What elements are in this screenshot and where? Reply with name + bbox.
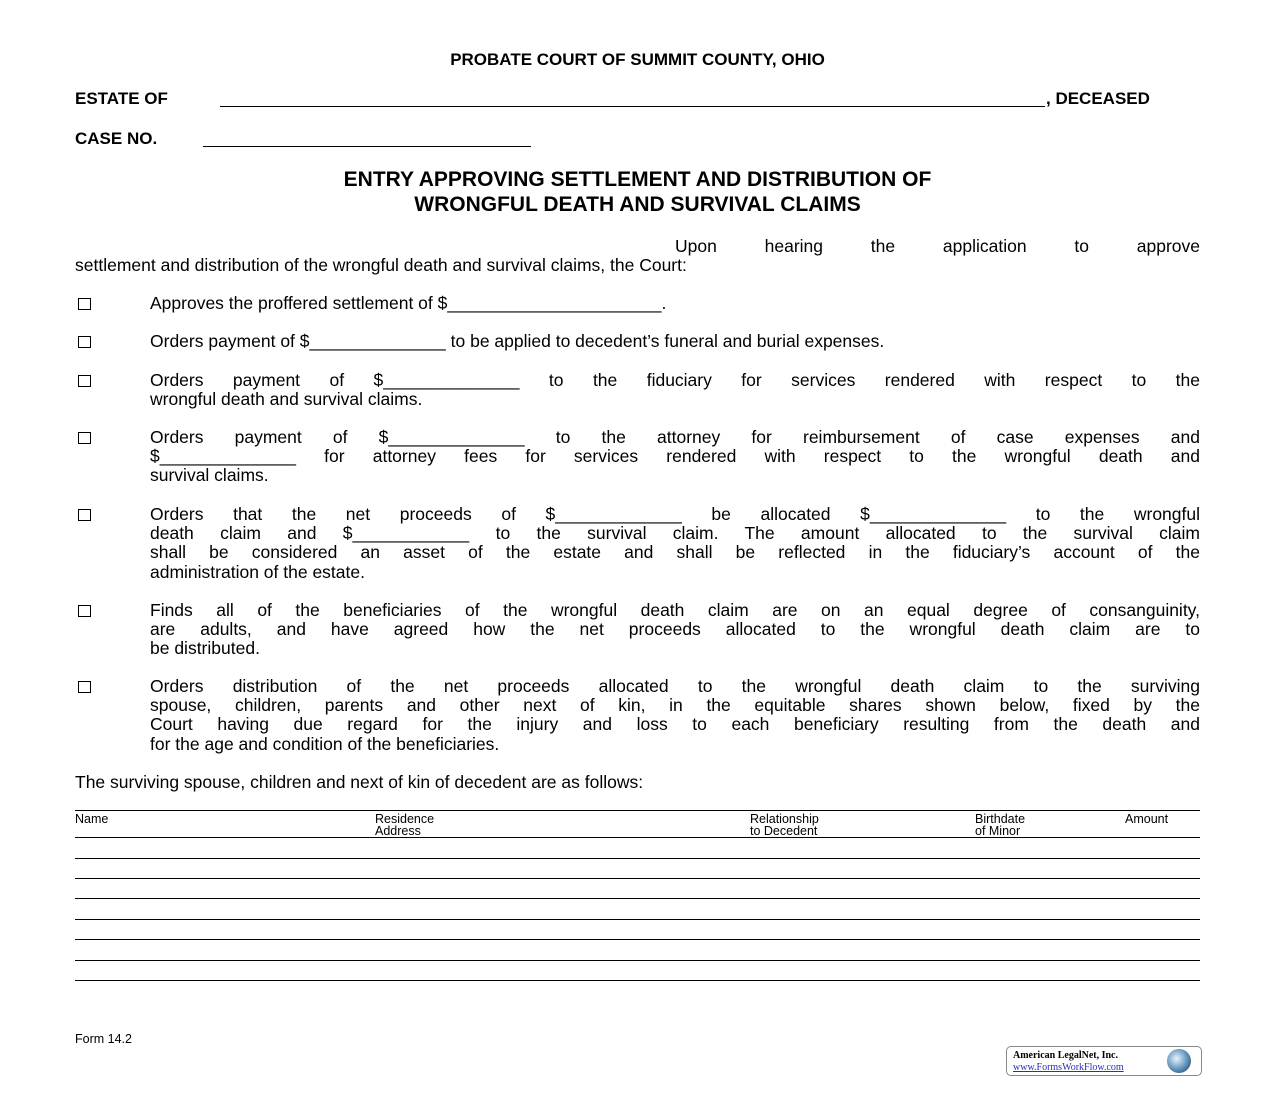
deceased-label: , DECEASED (1046, 89, 1150, 108)
order-item-line: Finds all of the beneficiaries of the wrongful death claim are on an equal degree of consanguinity, (150, 600, 1200, 620)
order-item-line: wrongful death and survival claims. (150, 389, 423, 410)
table-row-line[interactable] (75, 980, 1200, 981)
table-header-rule (75, 837, 1200, 838)
checkbox[interactable] (78, 336, 91, 348)
estate-name-blank[interactable] (220, 106, 1045, 107)
checkbox[interactable] (78, 605, 91, 617)
order-item-line: $______________ for attorney fees for services rendered with respect to the wrongful death and (150, 446, 1200, 467)
order-item-line: are adults, and have agreed how the net proceeds allocated to the wrongful death claim are to (150, 619, 1200, 640)
order-item-line: survival claims. (150, 465, 269, 486)
globe-icon (1167, 1049, 1191, 1073)
estate-label: ESTATE OF (75, 89, 168, 108)
checkbox[interactable] (78, 509, 91, 521)
order-item-line: Orders distribution of the net proceeds allocated to the wrongful death claim to the surviving (150, 676, 1200, 696)
table-row-line[interactable] (75, 878, 1200, 879)
table-row-line[interactable] (75, 960, 1200, 961)
table-row-line[interactable] (75, 939, 1200, 940)
order-item-line: Orders payment of $______________ to be applied to decedent’s funeral and burial expenses. (150, 331, 885, 351)
table-header-cell: Name (75, 812, 109, 826)
checkbox[interactable] (78, 298, 91, 310)
table-header-cell: Amount (1125, 812, 1169, 826)
order-item (150, 505, 1200, 582)
case-no-label: CASE NO. (75, 129, 158, 148)
order-item (150, 428, 1200, 486)
court-title: PROBATE COURT OF SUMMIT COUNTY, OHIO (450, 50, 825, 69)
table-row-line[interactable] (75, 898, 1200, 899)
logo-company: American LegalNet, Inc. (1013, 1050, 1118, 1061)
order-item-line: administration of the estate. (150, 561, 365, 582)
order-item-line: Orders payment of $______________ to the fiduciary for services rendered with respect to the (150, 370, 1200, 390)
form-heading-line-1: ENTRY APPROVING SETTLEMENT AND DISTRIBUTION OF (343, 168, 932, 191)
table-intro: The surviving spouse, children and next of kin of decedent are as follows: (75, 772, 644, 792)
american-legalnet-logo[interactable] (1006, 1046, 1202, 1076)
order-item-line: Orders payment of $______________ to the attorney for reimbursement of case expenses and (150, 427, 1200, 447)
table-row-line[interactable] (75, 919, 1200, 920)
form-heading-line-2: WRONGFUL DEATH AND SURVIVAL CLAIMS (414, 193, 861, 216)
order-item (150, 371, 1200, 409)
order-item-line: shall be considered an asset of the estate and shall be reflected in the fiduciary’s account of the (150, 542, 1200, 563)
table-header-cell: Residence (375, 812, 435, 826)
table-top-rule (75, 810, 1200, 811)
checkbox[interactable] (78, 375, 91, 387)
table-row-line[interactable] (75, 858, 1200, 859)
table-header-cell: Birthdate (975, 812, 1026, 826)
order-item-line: Court having due regard for the injury and loss to each beneficiary resulting from the death and (150, 714, 1200, 735)
order-item (150, 332, 1200, 351)
order-item (150, 677, 1200, 754)
checkbox[interactable] (78, 681, 91, 693)
intro-line-1: Upon hearing the application to approve (675, 236, 1200, 256)
order-item (150, 294, 1200, 313)
table-header-cell: Relationship (750, 812, 819, 826)
order-item (150, 601, 1200, 659)
table-header-cell: to Decedent (750, 824, 818, 838)
order-item-line: Approves the proffered settlement of $______________________. (150, 293, 667, 313)
order-item-line: for the age and condition of the beneficiaries. (150, 733, 500, 754)
case-no-blank[interactable] (203, 146, 531, 147)
order-item-line: Orders that the net proceeds of $_____________ be allocated $______________ to the wrongful (150, 504, 1200, 524)
intro-line-2: settlement and distribution of the wrongful death and survival claims, the Court: (75, 255, 687, 275)
table-header-cell: of Minor (975, 824, 1021, 838)
order-item-line: spouse, children, parents and other next of kin, in the equitable shares shown below, fixed by the (150, 695, 1200, 716)
table-header-cell: Address (375, 824, 421, 838)
checkbox[interactable] (78, 432, 91, 444)
order-item-line: death claim and $____________ to the survival claim. The amount allocated to the survival claim (150, 523, 1200, 544)
order-item-line: be distributed. (150, 638, 260, 659)
logo-url[interactable]: www.FormsWorkFlow.com (1013, 1062, 1124, 1073)
form-number: Form 14.2 (75, 1032, 132, 1046)
